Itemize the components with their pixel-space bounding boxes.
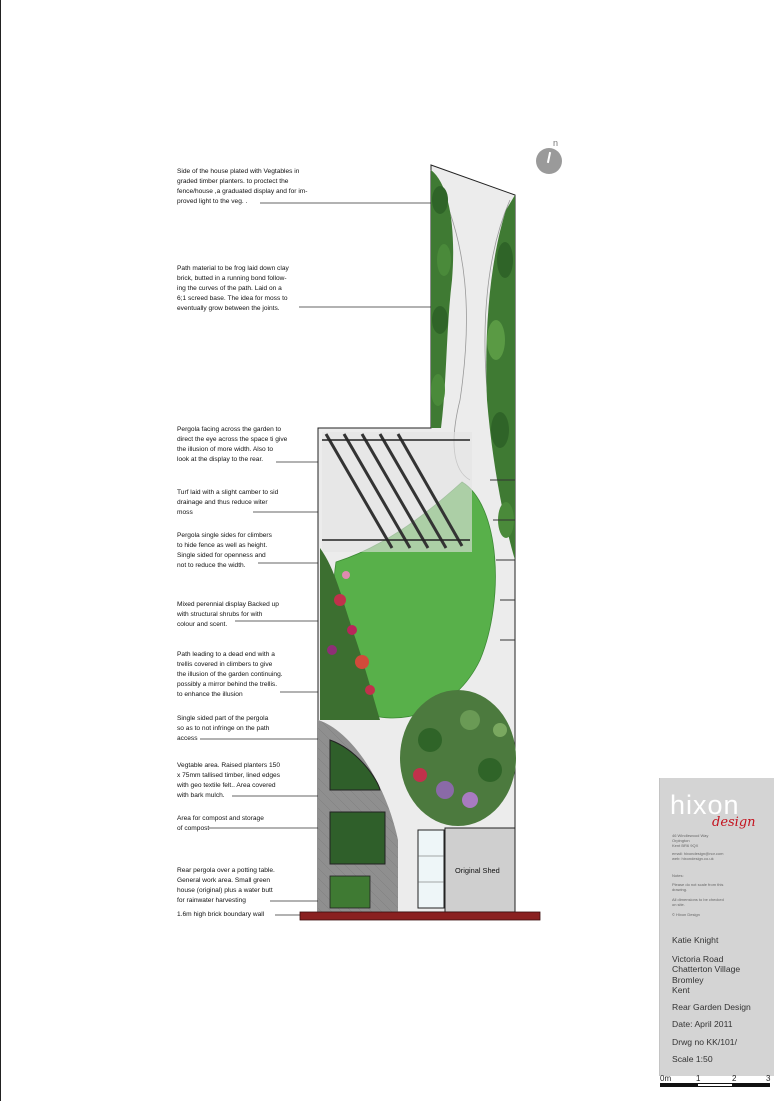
drawing-date: Date: April 2011 <box>672 1019 733 1029</box>
site-address: Victoria Road Chatterton Village Bromley Kent <box>672 954 741 996</box>
designer-address: 46 Windlewood Way Orpington Kent BR6 9QX <box>672 833 709 848</box>
designer-contact: email: hixondesign@nor.com web: hixondesign.co.uk <box>672 851 724 861</box>
scale-tick-2: 2 <box>732 1074 737 1083</box>
logo-design: design <box>712 815 756 830</box>
notes-body: Please do not scale from this drawing. All dimensions to be checked on site. © Hixon Design <box>672 882 724 917</box>
note-vegetable-area: Vegtable area. Raised planters 150 x 75mm tallised timber, lined edges with geo textile felt.. Area covered with bark mulch. <box>177 762 281 799</box>
greenhouse <box>418 830 444 908</box>
note-vegetable-planters: Side of the house plated with Vegtables in graded timber planters. to proctect the fence/house ,a graduated display and for im- proved light to the veg. . <box>177 168 308 205</box>
note-dead-end-path: Path leading to a dead end with a trellis covered in climbers to give the illusion of the garden continuing. possibly a mirror behind the trellis. to enhance the illusion <box>177 651 283 698</box>
title-block <box>659 778 774 1076</box>
note-pergola-single-sides: Pergola single sides for climbers to hide fence as well as height. Single sided for openness and not to reduce the width. <box>177 532 272 569</box>
scale-tick-0: 0m <box>660 1074 672 1083</box>
note-path-material: Path material to be frog laid down clay brick, butted in a running bond follow- ing the curves of the path. Laid on a 6;1 screed base. The idea for moss to eventually grow between the joints. <box>177 265 289 312</box>
pergola-across <box>322 432 472 552</box>
note-rear-pergola: Rear pergola over a potting table. General work area. Small green house (original) plus a water butt for rainwater harvesting <box>177 867 275 904</box>
shed-label: Original Shed <box>455 866 500 875</box>
note-perennial-display: Mixed perennial display Backed up with structural shrubs for with colour and scent. <box>177 601 279 628</box>
scale-tick-3: 3 <box>766 1074 771 1083</box>
logo-hixon: hixon <box>670 790 740 820</box>
compass-north-label: n <box>553 138 559 148</box>
north-arrow-icon <box>536 148 562 174</box>
drawing-scale: Scale 1:50 <box>672 1054 713 1064</box>
rear-planting-bed <box>400 690 516 826</box>
client-name: Katie Knight <box>672 935 719 945</box>
scale-tick-1: 1 <box>696 1074 701 1083</box>
note-boundary-wall: 1.6m high brick boundary wall <box>177 911 265 918</box>
note-pergola-across: Pergola facing across the garden to direct the eye across the space ti give the illusion of more width. Also to look at the display to the rear. <box>177 426 288 463</box>
project-title: Rear Garden Design <box>672 1002 751 1012</box>
drawing-number: Drwg no KK/101/ <box>672 1037 737 1047</box>
note-compost-area: Area for compost and storage of compost <box>177 815 264 832</box>
boundary-wall <box>300 912 540 920</box>
note-single-sided-pergola: Single sided part of the pergola so as to not infringe on the path access <box>177 715 270 742</box>
notes-heading: Notes: <box>672 873 684 878</box>
note-turf: Turf laid with a slight camber to sid drainage and thus reduce witer moss <box>177 489 279 516</box>
scale-bar <box>660 1074 771 1087</box>
